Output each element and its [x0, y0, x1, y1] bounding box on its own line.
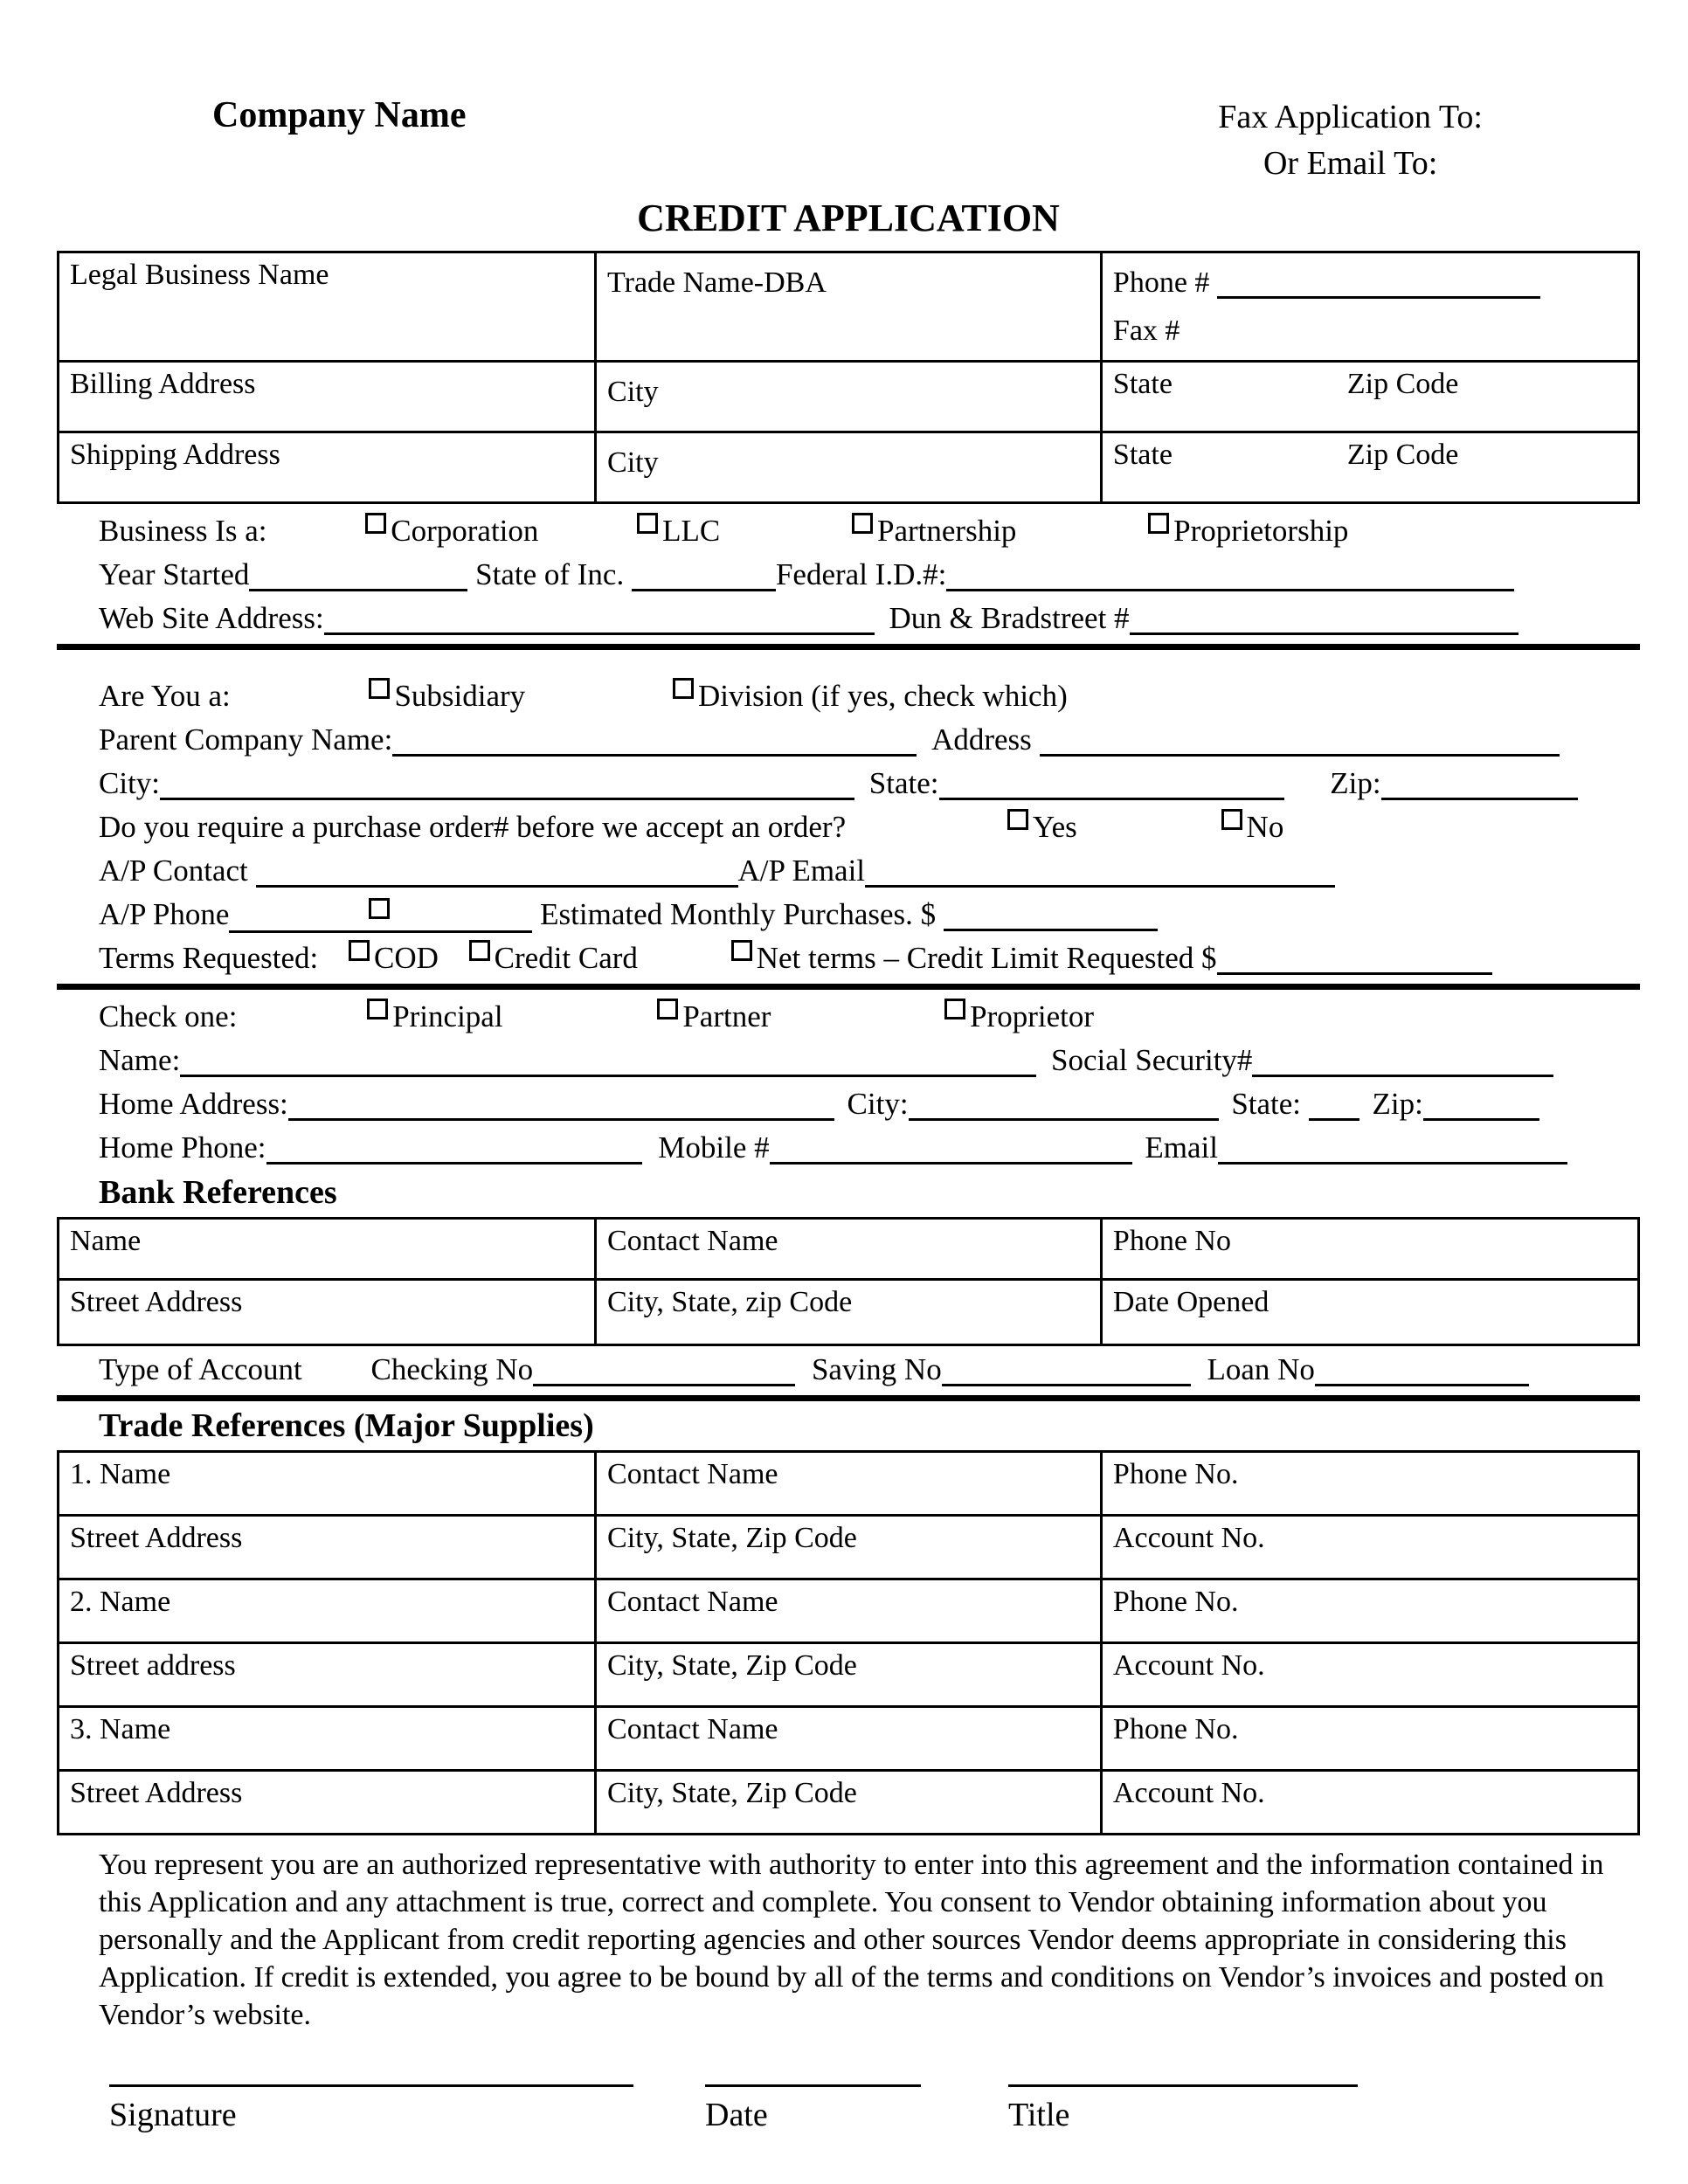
section-divider: [57, 644, 1640, 650]
signature-area: [109, 2084, 1640, 2134]
check-one-line: [99, 995, 1640, 1039]
option-partner: [657, 995, 771, 1039]
year-started-label: Year Started: [99, 557, 250, 591]
cell-label: Street Address: [70, 1522, 243, 1554]
option-label: Subsidiary: [394, 679, 526, 713]
name-label: Name:: [99, 1043, 181, 1077]
checkbox-net-terms-icon[interactable]: [731, 940, 752, 961]
cell-label: Account No.: [1112, 1522, 1265, 1554]
city-label: City:: [99, 766, 161, 800]
title-label: Title: [1008, 2097, 1070, 2133]
home-city-blank[interactable]: [909, 1117, 1219, 1121]
home-zip-blank[interactable]: [1423, 1117, 1539, 1121]
trade2-contact-cell[interactable]: [596, 1579, 1102, 1643]
type-of-account-label: Type of Account: [99, 1352, 302, 1386]
phone-label: Phone #: [1112, 266, 1210, 299]
checkbox-division-icon[interactable]: [673, 678, 694, 699]
bank-references-table: [57, 1217, 1640, 1346]
phone-line: [1113, 259, 1627, 307]
option-label: Credit Card: [494, 941, 638, 975]
are-you-a-label: Are You a:: [99, 679, 231, 713]
cell-label: Contact Name: [607, 1458, 778, 1490]
option-partnership: [852, 509, 1016, 553]
fax-application-to: Fax Application To:: [1218, 99, 1483, 135]
option-label: Yes: [1032, 810, 1077, 844]
loan-no-label: Loan No: [1207, 1352, 1315, 1386]
ap-phone-label: A/P Phone: [99, 897, 230, 931]
header: [57, 0, 1640, 187]
state-label: State:: [868, 766, 939, 800]
table-row: [59, 1219, 1639, 1280]
year-started-blank[interactable]: [249, 588, 467, 591]
terms-requested-line: [99, 936, 1640, 980]
trade2-account-cell[interactable]: [1101, 1643, 1638, 1707]
disclaimer-text: You represent you are an authorized representative with authority to enter into this agreement and the information contained in this Application and any attachment is true, correct and complete. You consent to Vendor obtaining information about you personally and the Applicant from credit reporting agencies and other sources Vendor deems appropriate in considering this Application. If credit is extended, you agree to be bound by all of the terms and conditions on Vendor’s invoices and posted on Vendor’s website.: [99, 1849, 1604, 2031]
address-blank[interactable]: [1040, 753, 1560, 757]
saving-no-label: Saving No: [811, 1352, 942, 1386]
po-question-line: [99, 805, 1640, 849]
state-label: State: [1112, 368, 1173, 400]
trade1-name-cell[interactable]: [59, 1452, 596, 1516]
cell-label: Phone No.: [1112, 1458, 1239, 1490]
bank-contact-cell[interactable]: [596, 1219, 1102, 1280]
checkbox-ap-phone-icon[interactable]: [369, 898, 390, 919]
title-blank[interactable]: [1008, 2084, 1358, 2087]
zip-label: Zip Code: [1346, 368, 1459, 400]
state-of-inc-label: State of Inc.: [475, 557, 625, 591]
bank-references-heading: Bank References: [99, 1174, 337, 1211]
trade2-phone-cell[interactable]: [1101, 1579, 1638, 1643]
ap-contact-label: A/P Contact: [99, 854, 248, 888]
trade3-account-cell[interactable]: [1101, 1771, 1638, 1835]
website-label: Web Site Address:: [99, 601, 324, 635]
billing-address-cell[interactable]: [59, 362, 596, 432]
trade1-account-cell[interactable]: [1101, 1516, 1638, 1579]
cell-label: Phone No.: [1112, 1586, 1239, 1618]
website-line: [99, 597, 1640, 640]
table-row: [59, 1643, 1639, 1707]
checkbox-principal-icon[interactable]: [367, 999, 388, 1019]
option-corporation: [365, 509, 538, 553]
option-proprietor: [944, 995, 1094, 1039]
ap-contact-blank[interactable]: [256, 884, 738, 888]
bank-phone-cell[interactable]: [1101, 1219, 1638, 1280]
header-contact-block: [1218, 94, 1483, 187]
trade-references-table: [57, 1450, 1640, 1835]
checkbox-proprietorship-icon[interactable]: [1148, 513, 1169, 534]
cell-label: Phone No.: [1112, 1713, 1239, 1745]
cell-label: Shipping Address: [70, 439, 280, 471]
option-label: Principal: [392, 999, 503, 1033]
federal-id-blank[interactable]: [946, 588, 1514, 591]
option-proprietorship: [1148, 509, 1348, 553]
table-row: [59, 1707, 1639, 1771]
option-label: Corporation: [391, 514, 539, 548]
checkbox-no-icon[interactable]: [1221, 809, 1242, 830]
business-type-line: [99, 509, 1640, 553]
business-info-table: [57, 251, 1640, 504]
option-label: Partnership: [877, 514, 1017, 548]
checking-no-label: Checking No: [370, 1352, 534, 1386]
cell-label: Contact Name: [607, 1713, 778, 1745]
cell-label: Account No.: [1112, 1649, 1265, 1682]
billing-city-cell[interactable]: [596, 362, 1102, 432]
cell-label: 2. Name: [70, 1586, 171, 1618]
section-divider: [57, 984, 1640, 990]
option-no: [1221, 805, 1284, 849]
bank-city-state-zip-cell[interactable]: [596, 1280, 1102, 1345]
trade3-name-cell[interactable]: [59, 1707, 596, 1771]
home-phone-line: [99, 1126, 1640, 1170]
cell-label: Name: [70, 1225, 142, 1257]
phone-fax-cell[interactable]: [1101, 252, 1638, 362]
credit-limit-blank[interactable]: [1217, 971, 1492, 975]
fax-label: Fax #: [1112, 314, 1180, 347]
city-state-zip-line: [99, 762, 1640, 805]
option-net-terms: [731, 936, 1217, 980]
city-blank[interactable]: [160, 797, 854, 800]
legal-business-name-cell[interactable]: [59, 252, 596, 362]
table-row: [59, 432, 1639, 503]
cell-label: Date Opened: [1112, 1286, 1269, 1318]
shipping-city-cell[interactable]: [596, 432, 1102, 503]
table-row: [59, 1771, 1639, 1835]
shipping-address-cell[interactable]: [59, 432, 596, 503]
signature-column: [109, 2084, 633, 2134]
bank-date-opened-cell[interactable]: [1101, 1280, 1638, 1345]
trade2-street-cell[interactable]: [59, 1643, 596, 1707]
date-label: Date: [705, 2097, 768, 2133]
table-row: [59, 1516, 1639, 1579]
website-blank[interactable]: [324, 632, 875, 635]
option-subsidiary: [369, 674, 525, 718]
title-column: [1008, 2084, 1358, 2134]
checkbox-partner-icon[interactable]: [657, 999, 678, 1019]
phone-blank[interactable]: [1217, 295, 1540, 299]
date-blank[interactable]: [705, 2084, 921, 2087]
signature-label: Signature: [109, 2097, 237, 2133]
shipping-state-zip-cell[interactable]: [1101, 432, 1638, 503]
trade3-phone-cell[interactable]: [1101, 1707, 1638, 1771]
table-row: [59, 1280, 1639, 1345]
home-address-label: Home Address:: [99, 1087, 288, 1121]
city-label: City:: [847, 1087, 909, 1121]
email-label: Email: [1145, 1130, 1218, 1165]
are-you-a-line: [99, 674, 1640, 718]
option-label: Net terms – Credit Limit Requested $: [756, 941, 1217, 975]
ap-email-blank[interactable]: [865, 884, 1335, 888]
option-credit-card: [469, 936, 638, 980]
option-principal: [367, 995, 502, 1039]
address-label: Address: [931, 722, 1032, 757]
dun-bradstreet-blank[interactable]: [1130, 632, 1519, 635]
table-row: [59, 252, 1639, 362]
option-label: Partner: [682, 999, 771, 1033]
mobile-label: Mobile #: [658, 1130, 770, 1165]
parent-company-blank[interactable]: [392, 753, 917, 757]
state-label: State:: [1231, 1087, 1302, 1121]
ap-phone-blank[interactable]: [229, 898, 532, 933]
or-email-to: Or Email To:: [1263, 145, 1438, 182]
po-question-label: Do you require a purchase order# before we accept an order?: [99, 810, 847, 844]
home-address-blank[interactable]: [288, 1117, 834, 1121]
mobile-blank[interactable]: [770, 1161, 1132, 1165]
billing-state-zip-cell[interactable]: [1101, 362, 1638, 432]
account-type-line: [99, 1348, 1640, 1392]
saving-no-blank[interactable]: [942, 1383, 1191, 1386]
ssn-blank[interactable]: [1252, 1074, 1553, 1077]
ap-contact-line: [99, 849, 1640, 893]
state-of-inc-blank[interactable]: [632, 588, 776, 591]
cell-label: Contact Name: [607, 1586, 778, 1618]
section-divider: [57, 1395, 1640, 1401]
cell-label: Legal Business Name: [70, 259, 329, 291]
cell-label: City, State, Zip Code: [607, 1649, 857, 1682]
home-state-blank[interactable]: [1309, 1117, 1359, 1121]
terms-label: Terms Requested:: [99, 941, 319, 975]
table-row: [59, 1579, 1639, 1643]
trade2-name-cell[interactable]: [59, 1579, 596, 1643]
checking-no-blank[interactable]: [533, 1383, 795, 1386]
cell-label: Street address: [70, 1649, 236, 1682]
home-phone-blank[interactable]: [266, 1161, 642, 1165]
checkbox-proprietor-icon[interactable]: [944, 999, 965, 1019]
zip-label: Zip:: [1330, 766, 1381, 800]
bank-street-cell[interactable]: [59, 1280, 596, 1345]
name-blank[interactable]: [180, 1074, 1036, 1077]
option-yes: [1007, 805, 1077, 849]
trade1-phone-cell[interactable]: [1101, 1452, 1638, 1516]
trade-references-heading: Trade References (Major Supplies): [99, 1407, 594, 1444]
year-started-line: [99, 553, 1640, 597]
option-label: Proprietorship: [1173, 514, 1349, 548]
option-label: COD: [374, 941, 439, 975]
ssn-label: Social Security#: [1051, 1043, 1253, 1077]
trade3-contact-cell[interactable]: [596, 1707, 1102, 1771]
home-phone-label: Home Phone:: [99, 1130, 266, 1165]
signature-blank[interactable]: [109, 2084, 633, 2087]
cell-label: Phone No: [1112, 1225, 1231, 1257]
checkbox-corporation-icon[interactable]: [365, 513, 386, 534]
option-label: Division (if yes, check which): [697, 679, 1068, 713]
cell-label: Billing Address: [70, 368, 256, 400]
trade1-city-cell[interactable]: [596, 1516, 1102, 1579]
est-monthly-label: Estimated Monthly Purchases. $: [540, 897, 937, 931]
cell-label: Street Address: [70, 1286, 243, 1318]
cell-label: City, State, zip Code: [607, 1286, 853, 1318]
est-monthly-blank[interactable]: [944, 928, 1158, 931]
table-row: [59, 362, 1639, 432]
checkbox-llc-icon[interactable]: [637, 513, 658, 534]
trade2-city-cell[interactable]: [596, 1643, 1102, 1707]
checkbox-partnership-icon[interactable]: [852, 513, 873, 534]
cell-label: City, State, Zip Code: [607, 1522, 857, 1554]
option-cod: [349, 936, 439, 980]
cell-label: Contact Name: [607, 1225, 778, 1257]
parent-company-line: [99, 718, 1640, 762]
parent-company-label: Parent Company Name:: [99, 722, 393, 757]
ap-email-label: A/P Email: [737, 854, 866, 888]
cell-label: City, State, Zip Code: [607, 1777, 857, 1809]
date-column: [705, 2084, 921, 2134]
cell-label: Street Address: [70, 1777, 243, 1809]
page-title: CREDIT APPLICATION: [637, 197, 1060, 239]
trade-name-cell[interactable]: [596, 252, 1102, 362]
check-one-label: Check one:: [99, 999, 238, 1033]
checkbox-subsidiary-icon[interactable]: [369, 678, 390, 699]
dun-bradstreet-label: Dun & Bradstreet #: [889, 601, 1130, 635]
checkbox-credit-card-icon[interactable]: [469, 940, 490, 961]
option-llc: [637, 509, 720, 553]
zip-label: Zip:: [1372, 1087, 1423, 1121]
option-division: [673, 674, 1068, 718]
state-blank[interactable]: [939, 797, 1284, 800]
state-label: State: [1112, 439, 1173, 471]
trade1-street-cell[interactable]: [59, 1516, 596, 1579]
home-address-line: [99, 1082, 1640, 1126]
checkbox-cod-icon[interactable]: [349, 940, 370, 961]
option-label: No: [1246, 810, 1284, 844]
cell-label: City: [607, 446, 659, 479]
federal-id-label: Federal I.D.#:: [775, 557, 947, 591]
loan-no-blank[interactable]: [1315, 1383, 1529, 1386]
trade3-street-cell[interactable]: [59, 1771, 596, 1835]
table-row: [59, 1452, 1639, 1516]
trade3-city-cell[interactable]: [596, 1771, 1102, 1835]
cell-label: 1. Name: [70, 1458, 171, 1490]
principal-name-line: [99, 1039, 1640, 1082]
option-label: LLC: [662, 514, 721, 548]
email-blank[interactable]: [1218, 1161, 1567, 1165]
option-label: Proprietor: [970, 999, 1095, 1033]
checkbox-yes-icon[interactable]: [1007, 809, 1028, 830]
cell-label: 3. Name: [70, 1713, 171, 1745]
cell-label: Account No.: [1112, 1777, 1265, 1809]
cell-label: City: [607, 376, 659, 408]
cell-label: Trade Name-DBA: [607, 266, 827, 299]
trade1-contact-cell[interactable]: [596, 1452, 1102, 1516]
company-name: Company Name: [212, 95, 467, 135]
business-type-label: Business Is a:: [99, 514, 267, 548]
ap-phone-line: [99, 893, 1640, 936]
zip-blank[interactable]: [1381, 797, 1578, 800]
zip-label: Zip Code: [1346, 439, 1459, 471]
bank-name-cell[interactable]: [59, 1219, 596, 1280]
